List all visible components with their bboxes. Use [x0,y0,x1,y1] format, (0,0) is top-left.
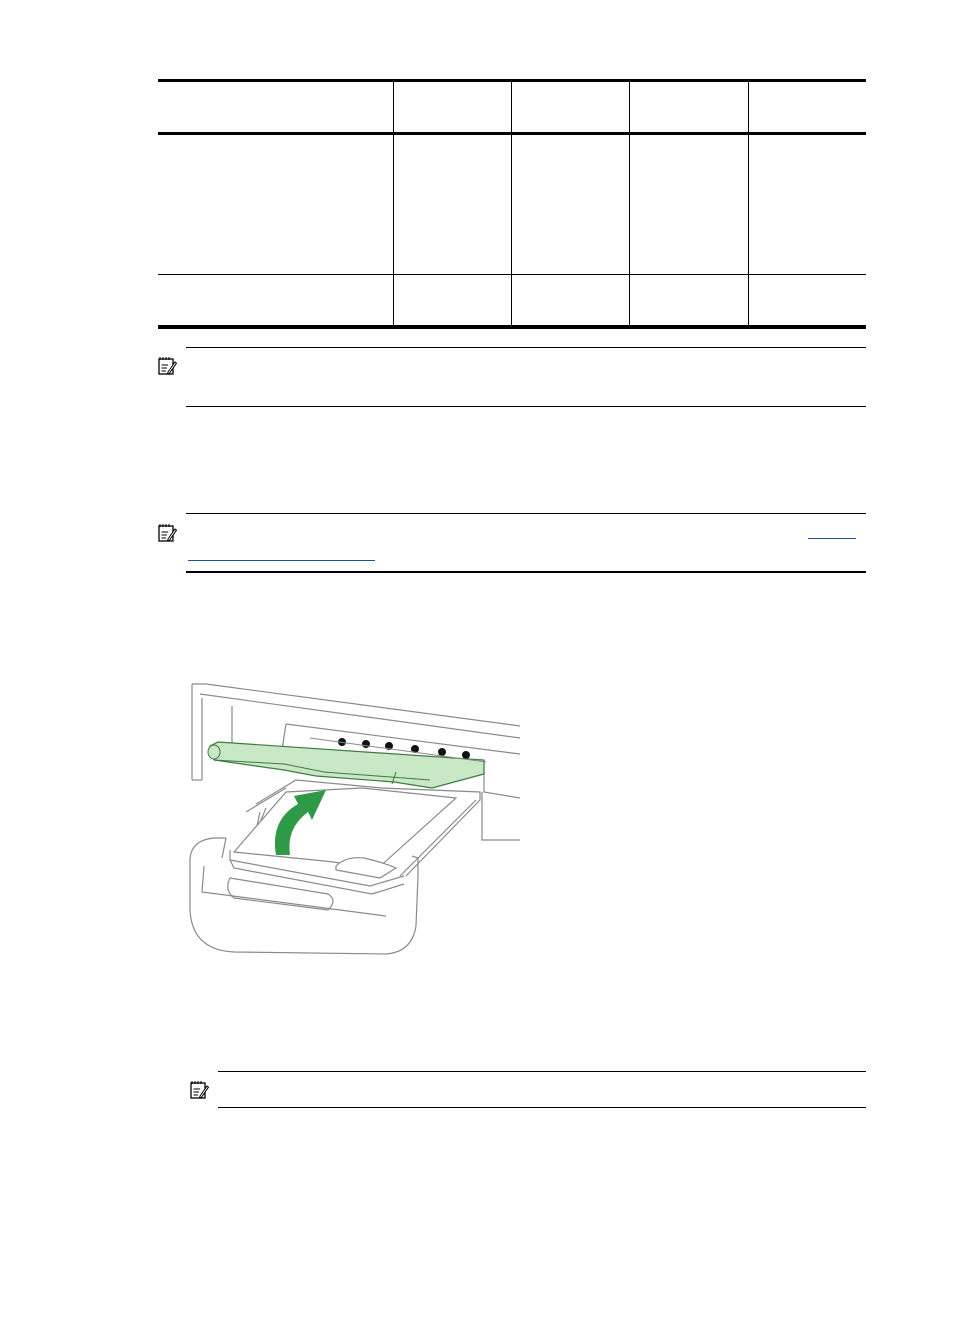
spec-table [158,79,866,330]
table-top-rule [158,79,866,82]
note-top-rule [218,1071,866,1072]
printer-body-outline [190,684,520,954]
note-top-rule [186,347,866,348]
note-bottom-rule [218,1107,866,1108]
note-link-continuation[interactable] [188,560,375,561]
table-column-divider [393,82,394,326]
table-bottom-rule [158,325,866,329]
roller-icon [462,751,470,759]
table-column-divider [748,82,749,326]
note-icon [157,356,177,376]
table-header-rule [158,132,866,135]
table-column-divider [511,82,512,326]
note-bottom-rule [186,571,866,573]
note-link[interactable] [808,538,856,539]
note-top-rule [186,513,866,514]
note-icon [189,1080,209,1100]
roller-icon [438,748,446,756]
note-bottom-rule [186,406,866,407]
note-icon [157,523,177,543]
table-column-divider [629,82,630,326]
roller-icon [362,740,370,748]
table-row-divider [158,274,866,275]
printer-tray-illustration [186,680,520,956]
